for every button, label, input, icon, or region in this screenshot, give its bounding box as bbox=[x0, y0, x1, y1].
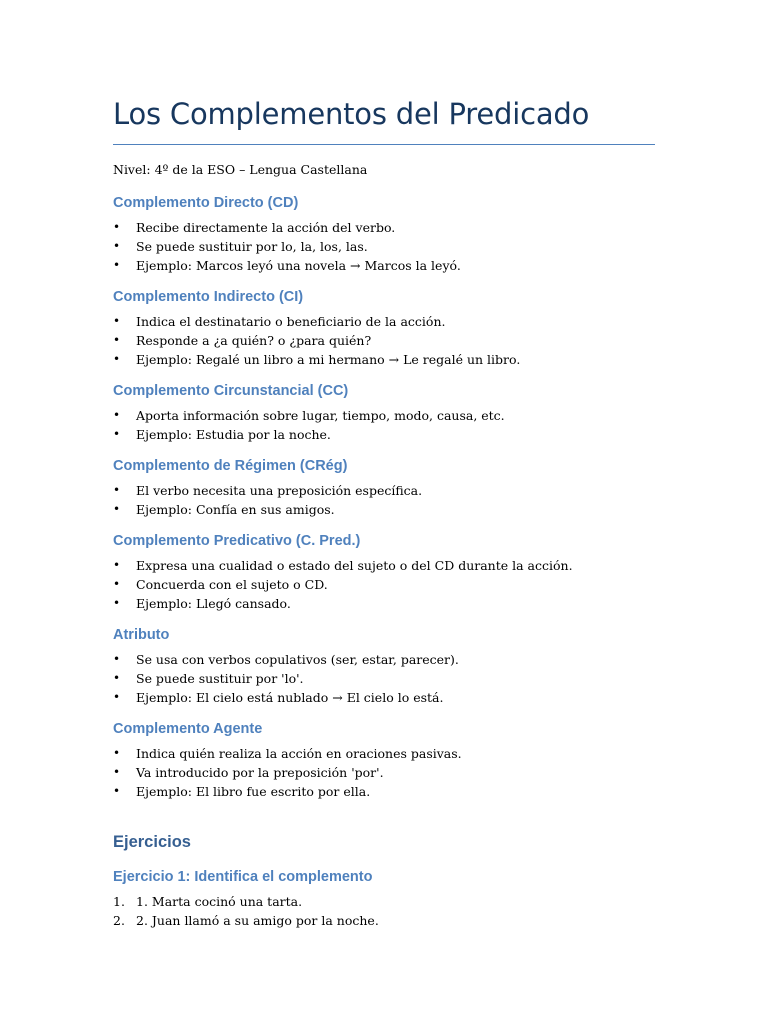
bullet-icon: • bbox=[113, 577, 121, 591]
section-heading: Complemento de Régimen (CRég) bbox=[113, 458, 348, 474]
exercises-heading: Ejercicios bbox=[113, 833, 191, 851]
list-item-text: Ejemplo: Marcos leyó una novela → Marcos la leyó. bbox=[136, 258, 461, 273]
list-item bbox=[113, 650, 655, 669]
list-item bbox=[113, 782, 655, 801]
exercise-item bbox=[113, 892, 655, 911]
list-item-text: Ejemplo: Estudia por la noche. bbox=[136, 427, 331, 442]
exercise-1-heading: Ejercicio 1: Identifica el complemento bbox=[113, 869, 373, 885]
bullet-icon: • bbox=[113, 408, 121, 422]
list-item-text: Ejemplo: Llegó cansado. bbox=[136, 596, 291, 611]
bullet-icon: • bbox=[113, 746, 121, 760]
section-heading: Complemento Circunstancial (CC) bbox=[113, 383, 349, 399]
bullet-icon: • bbox=[113, 483, 121, 497]
list-item bbox=[113, 425, 655, 444]
bullet-list bbox=[113, 650, 655, 707]
list-item-text: Aporta información sobre lugar, tiempo, modo, causa, etc. bbox=[136, 408, 505, 423]
bullet-icon: • bbox=[113, 220, 121, 234]
bullet-icon: • bbox=[113, 690, 121, 704]
list-item-text: Responde a ¿a quién? o ¿para quién? bbox=[136, 333, 372, 348]
list-item-text: Va introducido por la preposición 'por'. bbox=[136, 765, 384, 780]
exercise-item-text: 2. Juan llamó a su amigo por la noche. bbox=[136, 913, 379, 928]
exercise-1-list bbox=[113, 892, 655, 930]
bullet-icon: • bbox=[113, 652, 121, 666]
section-heading: Complemento Directo (CD) bbox=[113, 195, 299, 211]
section-heading: Complemento Indirecto (CI) bbox=[113, 289, 304, 305]
bullet-icon: • bbox=[113, 352, 121, 366]
document-title: Los Complementos del Predicado bbox=[113, 97, 590, 131]
list-item bbox=[113, 218, 655, 237]
document-page bbox=[113, 92, 655, 930]
bullet-list bbox=[113, 218, 655, 275]
section bbox=[113, 531, 655, 613]
exercise-item-number: 1. bbox=[113, 894, 125, 909]
list-item-text: Ejemplo: El libro fue escrito por ella. bbox=[136, 784, 371, 799]
list-item-text: Ejemplo: El cielo está nublado → El cielo lo está. bbox=[136, 690, 444, 705]
list-item bbox=[113, 575, 655, 594]
bullet-icon: • bbox=[113, 558, 121, 572]
bullet-icon: • bbox=[113, 502, 121, 516]
bullet-icon: • bbox=[113, 784, 121, 798]
list-item-text: Indica quién realiza la acción en oraciones pasivas. bbox=[136, 746, 462, 761]
list-item bbox=[113, 481, 655, 500]
list-item bbox=[113, 688, 655, 707]
list-item-text: Expresa una cualidad o estado del sujeto o del CD durante la acción. bbox=[136, 558, 573, 573]
list-item-text: Recibe directamente la acción del verbo. bbox=[136, 220, 396, 235]
list-item-text: Ejemplo: Confía en sus amigos. bbox=[136, 502, 335, 517]
bullet-list bbox=[113, 312, 655, 369]
exercise-item bbox=[113, 911, 655, 930]
list-item bbox=[113, 556, 655, 575]
list-item bbox=[113, 256, 655, 275]
list-item bbox=[113, 594, 655, 613]
section-heading: Complemento Agente bbox=[113, 721, 263, 737]
list-item bbox=[113, 406, 655, 425]
bullet-list bbox=[113, 556, 655, 613]
exercise-item-number: 2. bbox=[113, 913, 125, 928]
section bbox=[113, 287, 655, 369]
bullet-icon: • bbox=[113, 314, 121, 328]
bullet-icon: • bbox=[113, 239, 121, 253]
section bbox=[113, 381, 655, 444]
list-item-text: Indica el destinatario o beneficiario de la acción. bbox=[136, 314, 446, 329]
level-line: Nivel: 4º de la ESO – Lengua Castellana bbox=[113, 162, 368, 177]
title-underline bbox=[113, 144, 655, 145]
bullet-list bbox=[113, 481, 655, 519]
bullet-icon: • bbox=[113, 671, 121, 685]
bullet-list bbox=[113, 406, 655, 444]
bullet-icon: • bbox=[113, 596, 121, 610]
list-item-text: Se puede sustituir por lo, la, los, las. bbox=[136, 239, 368, 254]
bullet-icon: • bbox=[113, 333, 121, 347]
section-heading: Complemento Predicativo (C. Pred.) bbox=[113, 533, 361, 549]
list-item bbox=[113, 669, 655, 688]
list-item bbox=[113, 744, 655, 763]
list-item-text: El verbo necesita una preposición específica. bbox=[136, 483, 423, 498]
section bbox=[113, 193, 655, 275]
list-item bbox=[113, 350, 655, 369]
exercise-item-text: 1. Marta cocinó una tarta. bbox=[136, 894, 303, 909]
list-item-text: Se puede sustituir por 'lo'. bbox=[136, 671, 304, 686]
section-heading: Atributo bbox=[113, 627, 170, 643]
bullet-icon: • bbox=[113, 765, 121, 779]
list-item bbox=[113, 331, 655, 350]
bullet-icon: • bbox=[113, 258, 121, 272]
sections-container bbox=[113, 193, 655, 801]
list-item bbox=[113, 237, 655, 256]
bullet-list bbox=[113, 744, 655, 801]
section bbox=[113, 719, 655, 801]
list-item bbox=[113, 500, 655, 519]
bullet-icon: • bbox=[113, 427, 121, 441]
list-item-text: Se usa con verbos copulativos (ser, estar, parecer). bbox=[136, 652, 459, 667]
section bbox=[113, 456, 655, 519]
list-item bbox=[113, 312, 655, 331]
list-item bbox=[113, 763, 655, 782]
list-item-text: Ejemplo: Regalé un libro a mi hermano → Le regalé un libro. bbox=[136, 352, 521, 367]
section bbox=[113, 625, 655, 707]
list-item-text: Concuerda con el sujeto o CD. bbox=[136, 577, 328, 592]
